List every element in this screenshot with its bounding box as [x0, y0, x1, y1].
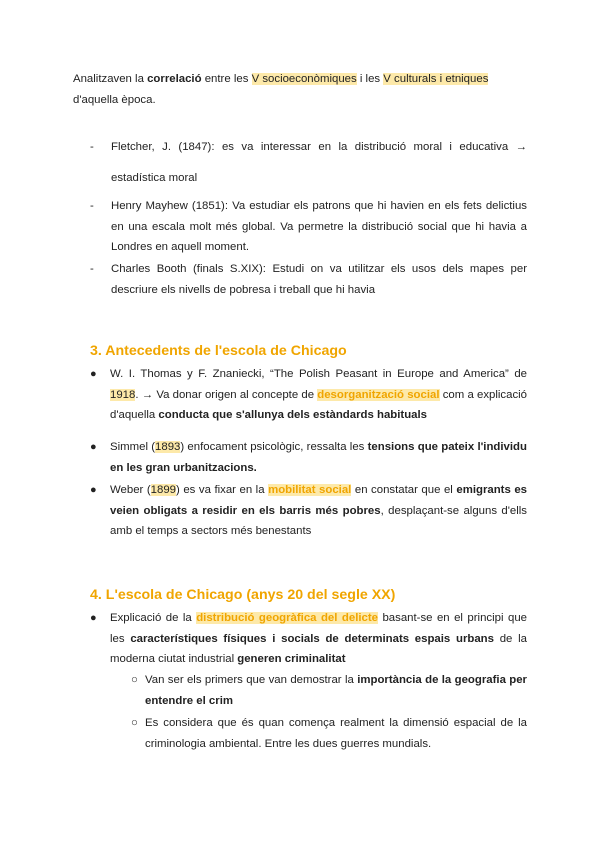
- bullet-item: [90, 608, 527, 670]
- bullet-icon: ●: [90, 612, 97, 624]
- intro-paragraph: [73, 69, 529, 110]
- dash-marker: -: [90, 141, 94, 153]
- dash-list-item: [90, 137, 527, 158]
- intro-text: d'aquella època.: [73, 93, 156, 106]
- dash-item-text: Henry Mayhew (1851): Va estudiar els patrons que hi havien en els fets delictius en una escala molt més global. Va permetre la distribució social que hi havia a Londres en aquell moment.: [111, 200, 527, 253]
- bullet-item: [90, 364, 527, 426]
- section-3-heading: 3. Antecedents de l'escola de Chicago: [90, 343, 347, 359]
- dash-list-item: [90, 259, 527, 300]
- bullet-icon: ●: [90, 441, 97, 453]
- intro-text: i les: [356, 73, 384, 85]
- section-4-heading: 4. L'escola de Chicago (anys 20 del segle XX): [90, 587, 396, 603]
- intro-bold: correlació: [147, 73, 202, 85]
- circle-bullet-icon: ○: [131, 717, 138, 729]
- sub-bullet-text: Van ser els primers que van demostrar la importància de la geografia per entendre el crim: [145, 674, 527, 707]
- circle-bullet-icon: ○: [131, 674, 138, 686]
- bullet-text: W. I. Thomas y F. Znaniecki, “The Polish Peasant in Europe and America” de 1918. → Va donar origen al concepte de desorganització social com a explicació d'aquella conducta que s'allunya dels estàndards habituals: [110, 368, 528, 421]
- dash-item-continuation: [111, 168, 197, 189]
- bullet-text: Weber (1899) es va fixar en la mobilitat social en constatar que el emigrants es veien obligats a residir en els barris més pobres, desplaçant-se alguns d'ells amb el temps a sectors més benestants: [110, 484, 527, 537]
- sub-bullet-item: [131, 670, 527, 711]
- bullet-icon: ●: [90, 368, 97, 380]
- bullet-text: Explicació de la distribució geogràfica del delicte basant-se en el principi que les característiques físiques i socials de determinats espais urbans de la moderna ciutat industrial generen criminalitat: [110, 612, 527, 665]
- sub-bullet-item: [131, 713, 527, 754]
- bullet-text: Simmel (1893) enfocament psicològic, ressalta les tensions que pateix l'individu en les gran urbanitzacions.: [110, 441, 527, 474]
- bullet-item: [90, 480, 527, 542]
- bullet-item: [90, 437, 527, 478]
- dash-item-text: Fletcher, J. (1847): es va interessar en la distribució moral i educativa →: [111, 141, 527, 153]
- intro-highlight: V culturals i etniques: [383, 73, 489, 85]
- dash-marker: -: [90, 263, 94, 275]
- intro-highlight: V socioeconòmiques: [251, 73, 357, 85]
- dash-item-text: estadística moral: [111, 172, 198, 184]
- sub-bullet-text: Es considera que és quan comença realment la dimensió espacial de la criminologia ambiental. Entre les dues guerres mundials.: [145, 717, 527, 750]
- dash-item-text: Charles Booth (finals S.XIX): Estudi on va utilitzar els usos dels mapes per descriure els nivells de pobresa i treball que hi havia: [111, 263, 527, 296]
- bullet-icon: ●: [90, 484, 97, 496]
- intro-text: entre les: [201, 73, 252, 85]
- dash-list-item: [90, 196, 527, 258]
- dash-marker: -: [90, 200, 94, 212]
- intro-text: Analitzaven la: [73, 73, 148, 85]
